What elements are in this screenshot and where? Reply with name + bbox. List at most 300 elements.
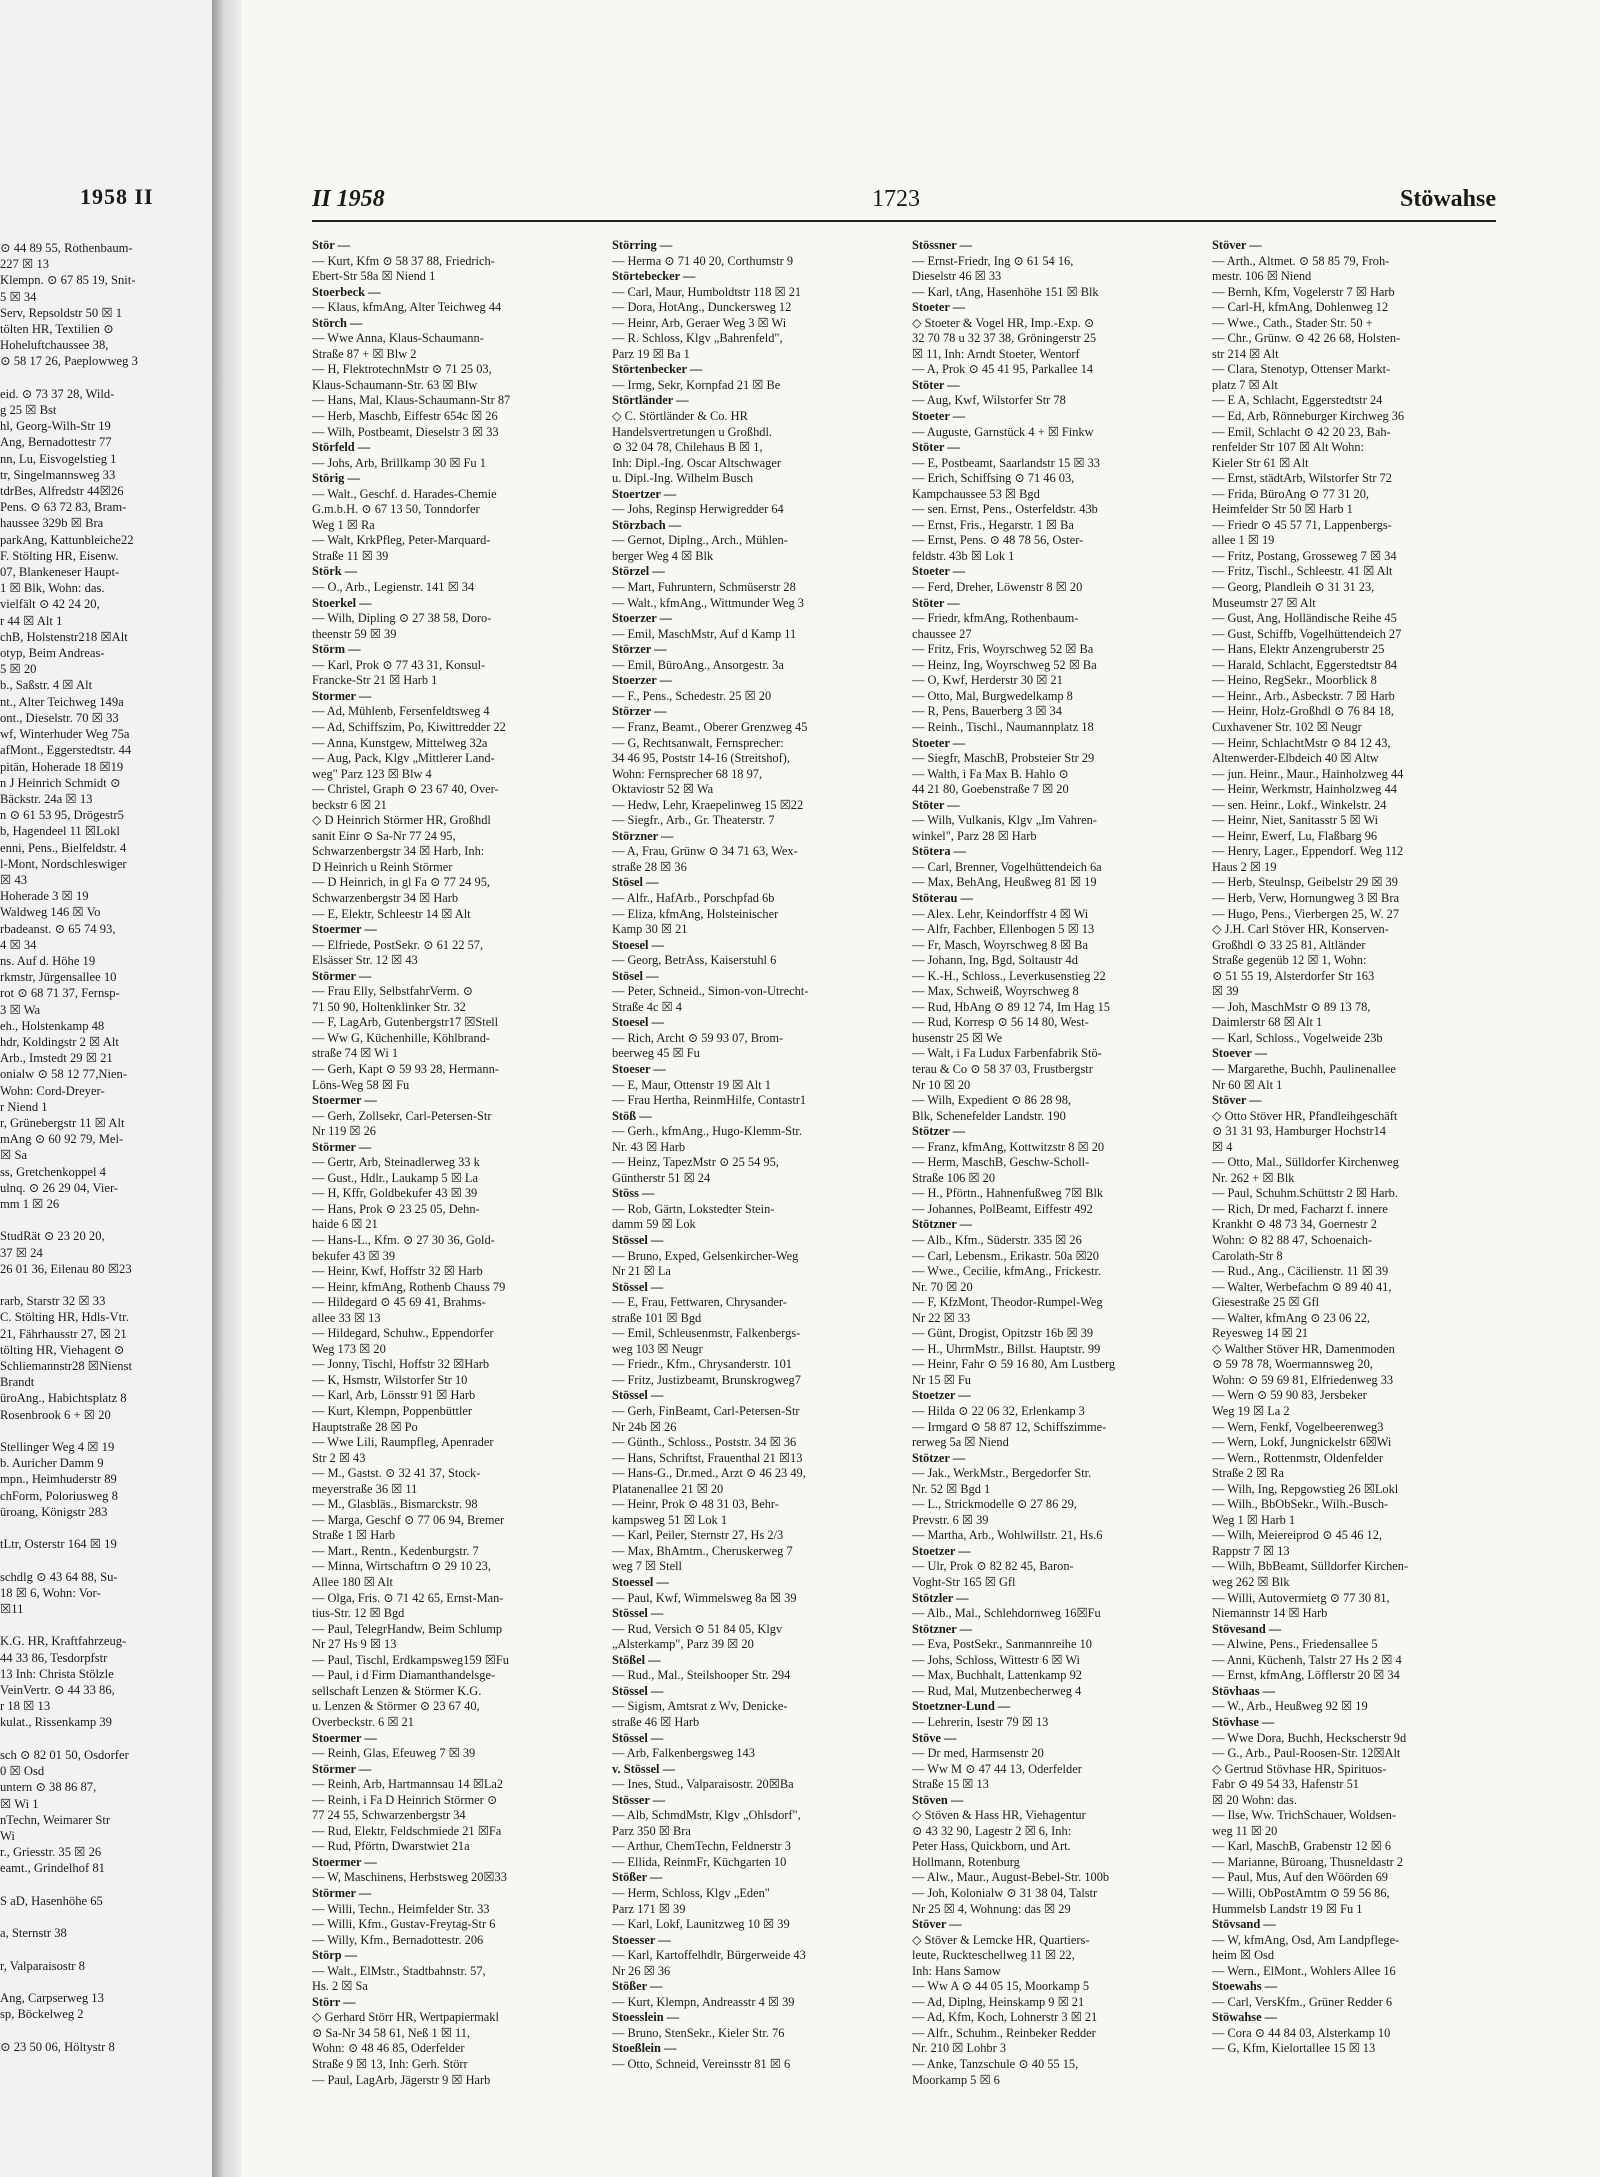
- directory-entry: ☒ 4: [1212, 1139, 1233, 1154]
- directory-surname-heading: Stöter —: [912, 377, 960, 392]
- directory-entry: — Rich, Dr med, Facharzt f. innere: [1212, 1201, 1388, 1216]
- directory-entry: — Jak., WerkMstr., Bergedorfer Str.: [912, 1466, 1092, 1481]
- directory-entry: — Paul, Kwf, Wimmelsweg 8a ☒ 39: [612, 1590, 797, 1605]
- left-page-line: [0, 1941, 200, 1957]
- directory-entry: — W, kfmAng, Osd, Am Landpflege-: [1212, 1932, 1400, 1947]
- left-page-line: ☒11: [0, 1602, 24, 1617]
- left-page-line: Waldweg 146 ☒ Vo: [0, 905, 101, 920]
- directory-surname-heading: Stoermer —: [312, 1093, 377, 1108]
- directory-entry: — Alb, SchmdMstr, Klgv „Ohlsdorf",: [612, 1808, 801, 1823]
- page-header: [312, 186, 1496, 222]
- left-page-line: [0, 1520, 200, 1536]
- directory-entry: — Anna, Kunstgew, Mittelweg 32a: [312, 735, 488, 750]
- left-page-line: nt., Alter Teichweg 149a: [0, 694, 124, 709]
- directory-entry: — E A, Schlacht, Eggerstedtstr 24: [1212, 393, 1383, 408]
- left-page-line: 44 33 86, Tesdorpfstr: [0, 1650, 108, 1665]
- directory-entry: — Olga, Fris. ⊙ 71 42 65, Ernst-Man-: [312, 1590, 504, 1605]
- directory-entry: — Gust, Schiffb, Vogelhüttendeich 27: [1212, 626, 1402, 641]
- directory-entry: — Rud, HbAng ⊙ 89 12 74, Im Hag 15: [912, 999, 1110, 1014]
- left-page-line: ulnq. ⊙ 26 29 04, Vier-: [0, 1180, 119, 1195]
- directory-entry: — Wilh, Vulkanis, Klgv „Im Vahren-: [912, 813, 1097, 828]
- directory-entry: ☒ 11, Inh: Arndt Stoeter, Wentorf: [912, 346, 1080, 361]
- directory-entry: — Gerh, FinBeamt, Carl-Petersen-Str: [612, 1404, 800, 1419]
- directory-entry: — E, Maur, Ottenstr 19 ☒ Alt 1: [612, 1077, 771, 1092]
- left-page-line: ☒ 43: [0, 872, 28, 887]
- directory-entry: — Johs, Reginsp Herwigredder 64: [612, 502, 784, 517]
- directory-entry: — Rud., Ang., Cäcilienstr. 11 ☒ 39: [1212, 1264, 1389, 1279]
- directory-surname-heading: Stoeter —: [912, 564, 966, 579]
- directory-entry: — K, Hsmstr, Wilstorfer Str 10: [312, 1372, 468, 1387]
- directory-entry: — Heinr, Kwf, Hoffstr 32 ☒ Harb: [312, 1264, 483, 1279]
- directory-surname-heading: Stöter —: [912, 440, 960, 455]
- directory-entry: — Rud., Mal., Steilshooper Str. 294: [612, 1668, 791, 1683]
- directory-entry: straße 74 ☒ Wi 1: [312, 1046, 399, 1061]
- directory-entry: — Walt., Geschf. d. Harades-Chemie: [312, 486, 497, 501]
- directory-entry: — Cora ⊙ 44 84 03, Alsterkamp 10: [1212, 2025, 1391, 2040]
- directory-surname-heading: Stöver —: [912, 1917, 962, 1932]
- directory-entry: ⊙ 59 78 78, Woermannsweg 20,: [1212, 1357, 1373, 1372]
- left-page-line: [0, 1552, 200, 1568]
- directory-entry: u. Dipl.-Ing. Wilhelm Busch: [612, 471, 754, 486]
- left-page-line: r., Griesstr. 35 ☒ 26: [0, 1845, 102, 1860]
- left-page-line: eamt., Grindelhof 81: [0, 1861, 105, 1876]
- directory-surname-heading: Störmer —: [312, 968, 372, 983]
- directory-entry: — Wilh, Ing, Repgowstieg 26 ☒Lokl: [1212, 1481, 1399, 1496]
- directory-entry: — Heinr, SchlachtMstr ⊙ 84 12 43,: [1212, 735, 1391, 750]
- directory-entry: — Klaus, kfmAng, Alter Teichweg 44: [312, 300, 502, 315]
- directory-entry: Museumstr 27 ☒ Alt: [1212, 595, 1316, 610]
- left-page-line: hl, Georg-Wilh-Str 19: [0, 419, 111, 434]
- directory-surname-heading: Stoerbeck —: [312, 284, 381, 299]
- directory-entry: — Fritz, Justizbeamt, Brunskrogweg7: [612, 1372, 801, 1387]
- left-page-line: üroang, Königstr 283: [0, 1504, 108, 1519]
- directory-surname-heading: Störzer —: [612, 642, 667, 657]
- directory-surname-heading: Stöter —: [912, 595, 960, 610]
- directory-surname-heading: Stöß —: [612, 1108, 652, 1123]
- left-page-line: pitän, Hoherade 18 ☒19: [0, 759, 124, 774]
- directory-entry: — Kurt, Klempn, Andreasstr 4 ☒ 39: [612, 1994, 795, 2009]
- directory-entry: tius-Str. 12 ☒ Bgd: [312, 1606, 405, 1621]
- directory-entry: — Alb., Mal., Schlehdornweg 16☒Fu: [912, 1606, 1101, 1621]
- directory-entry: leute, Ruckteschellweg 11 ☒ 22,: [912, 1948, 1075, 1963]
- directory-entry: — Alfr., HafArb., Porschpfad 6b: [612, 890, 775, 905]
- directory-entry: — Ad, Schiffszim, Po, Kiwittredder 22: [312, 719, 506, 734]
- left-page-line: [0, 1731, 200, 1747]
- left-page-line: rot ⊙ 68 71 37, Fernsp-: [0, 986, 120, 1001]
- directory-entry: u. Lenzen & Störmer ⊙ 23 67 40,: [312, 1699, 480, 1714]
- left-page-line: rbadeanst. ⊙ 65 74 93,: [0, 921, 116, 936]
- left-page-line: chB, Holstenstr218 ☒Alt: [0, 629, 128, 644]
- directory-entry: — Otto, Mal., Sülldorfer Kirchenweg: [1212, 1155, 1399, 1170]
- directory-entry: — Karl, tAng, Hasenhöhe 151 ☒ Blk: [912, 284, 1099, 299]
- directory-entry: Rappstr 7 ☒ 13: [1212, 1543, 1290, 1558]
- directory-entry: ☒ 20 Wohn: das.: [1212, 1792, 1297, 1807]
- left-page-line: mm 1 ☒ 26: [0, 1196, 60, 1211]
- directory-entry: — Hans, Prok ⊙ 23 25 05, Dehn-: [312, 1201, 480, 1216]
- directory-surname-heading: Stössner —: [912, 238, 973, 252]
- directory-entry: beckstr 6 ☒ 21: [312, 797, 387, 812]
- directory-entry: Nr 119 ☒ 26: [312, 1124, 376, 1139]
- left-page-line: [0, 1909, 200, 1925]
- directory-entry: Löns-Weg 58 ☒ Fu: [312, 1077, 410, 1092]
- directory-entry: — Ernst, Fris., Hegarstr. 1 ☒ Ba: [912, 517, 1074, 532]
- directory-entry: Straße 2 ☒ Ra: [1212, 1466, 1285, 1481]
- left-page-line: tr, Singelmannsweg 33: [0, 467, 116, 482]
- directory-surname-heading: Stoeter —: [912, 300, 966, 315]
- directory-entry: ⊙ 43 32 90, Lagestr 2 ☒ 6, Inh:: [912, 1823, 1072, 1838]
- directory-entry: — Ad, Diplng, Heinskamp 9 ☒ 21: [912, 1994, 1085, 2009]
- directory-entry: — E, Elektr, Schleestr 14 ☒ Alt: [312, 906, 471, 921]
- directory-surname-heading: Stoewahs —: [1212, 1979, 1278, 1994]
- directory-entry: — Anke, Tanzschule ⊙ 40 55 15,: [912, 2056, 1079, 2071]
- directory-entry: — Ilse, Ww. TrichSchauer, Woldsen-: [1212, 1808, 1397, 1823]
- directory-entry: — Johs, Arb, Brillkamp 30 ☒ Fu 1: [312, 455, 486, 470]
- directory-entry: — Carl, Lebensm., Erikastr. 50a ☒20: [912, 1248, 1099, 1263]
- directory-entry: — Gerh., kfmAng., Hugo-Klemm-Str.: [612, 1124, 802, 1139]
- directory-entry: Großhdl ⊙ 33 25 81, Altländer: [1212, 937, 1366, 952]
- directory-entry: Platanenallee 21 ☒ 20: [612, 1481, 724, 1496]
- directory-entry: bekufer 43 ☒ 39: [312, 1248, 396, 1263]
- left-page-line: 26 01 36, Eilenau 80 ☒23: [0, 1261, 132, 1276]
- directory-entry: — Wern., ElMont., Wohlers Allee 16: [1212, 1963, 1396, 1978]
- directory-entry: ⊙ 51 55 19, Alsterdorfer Str 163: [1212, 968, 1375, 983]
- directory-entry: — Alfr, Fachber, Ellenbogen 5 ☒ 13: [912, 922, 1095, 937]
- left-page-line: [0, 1423, 200, 1439]
- left-page-line: r, Valparaisostr 8: [0, 1958, 85, 1973]
- left-page-line: mpn., Heimhuderstr 89: [0, 1472, 117, 1487]
- directory-entry: Straße 1 ☒ Harb: [312, 1528, 396, 1543]
- left-page-line: ⊙ 44 89 55, Rothenbaum-: [0, 241, 133, 255]
- left-page-line: üroAng., Habichtsplatz 8: [0, 1391, 127, 1406]
- directory-entry: allee 1 ☒ 19: [1212, 533, 1275, 548]
- directory-column-1: [312, 238, 596, 2138]
- directory-entry: — Willi, ObPostAmtm ⊙ 59 56 86,: [1212, 1885, 1390, 1900]
- directory-entry: — Heinz, Ing, Woyrschweg 52 ☒ Ba: [912, 657, 1097, 672]
- directory-entry: — Carl, Maur, Humboldtstr 118 ☒ 21: [612, 284, 802, 299]
- directory-entry: — Ernst-Friedr, Ing ⊙ 61 54 16,: [912, 253, 1074, 268]
- directory-entry: — Max, Schweiß, Woyrschweg 8: [912, 984, 1079, 999]
- page-number: 1723: [872, 186, 920, 212]
- directory-surname-heading: Stoeter —: [912, 409, 966, 424]
- directory-surname-heading: Stößel —: [612, 1652, 661, 1667]
- directory-entry: Francke-Str 21 ☒ Harb 1: [312, 673, 438, 688]
- directory-entry: — Hildegard ⊙ 45 69 41, Brahms-: [312, 1295, 486, 1310]
- directory-entry: — G., Arb., Paul-Roosen-Str. 12☒Alt: [1212, 1746, 1401, 1761]
- directory-entry: Straße 4c ☒ 4: [612, 999, 682, 1014]
- directory-entry: — Ernst, Pens. ⊙ 48 78 56, Oster-: [912, 533, 1084, 548]
- directory-entry: Klaus-Schaumann-Str. 63 ☒ Blw: [312, 377, 478, 392]
- directory-entry: — Reinh, Arb, Hartmannsau 14 ☒La2: [312, 1777, 504, 1792]
- directory-entry: — Bruno, Exped, Gelsenkircher-Weg: [612, 1248, 799, 1263]
- left-page-line: Brandt: [0, 1375, 35, 1390]
- directory-entry: Weg 1 ☒ Ra: [312, 517, 375, 532]
- directory-entry: Schwarzenbergstr 34 ☒ Harb, Inh:: [312, 844, 485, 859]
- directory-entry: Moorkamp 5 ☒ 6: [912, 2072, 1000, 2087]
- directory-entry: — Hugo, Pens., Vierbergen 25, W. 27: [1212, 906, 1400, 921]
- directory-surname-heading: Stoetzner-Lund —: [912, 1699, 1011, 1714]
- directory-surname-heading: Störzer —: [612, 704, 667, 719]
- directory-surname-heading: Stössel —: [612, 1279, 664, 1294]
- directory-surname-heading: Stövhaas —: [1212, 1683, 1275, 1698]
- left-page-line: [0, 1277, 200, 1293]
- directory-surname-heading: Stoetzer —: [912, 1388, 971, 1403]
- directory-entry: — Alfr., Schuhm., Reinbeker Redder: [912, 2025, 1096, 2040]
- directory-entry: — Willi, Techn., Heimfelder Str. 33: [312, 1901, 490, 1916]
- directory-entry: — Walt, i Fa Ludux Farbenfabrik Stö-: [912, 1046, 1102, 1061]
- directory-entry: Nr 10 ☒ 20: [912, 1077, 971, 1092]
- left-page-line: Pens. ⊙ 63 72 83, Bram-: [0, 500, 127, 515]
- directory-entry: Inh: Hans Samow: [912, 1963, 1001, 1978]
- left-page-line: r Niend 1: [0, 1099, 48, 1114]
- directory-entry: — Wilh, Expedient ⊙ 86 28 98,: [912, 1093, 1072, 1108]
- directory-surname-heading: Stoermer —: [312, 922, 377, 937]
- directory-entry: Straße gegenüb 12 ☒ 1, Wohn:: [1212, 953, 1367, 968]
- directory-entry: — Rud, Pförtn, Dwarstwiet 21a: [312, 1839, 470, 1854]
- directory-entry: 32 70 78 u 32 37 38, Gröningerstr 25: [912, 331, 1097, 346]
- directory-entry: — Johs, Schloss, Wittestr 6 ☒ Wi: [912, 1652, 1080, 1667]
- directory-surname-heading: Stössel —: [612, 1730, 664, 1745]
- directory-surname-heading: Stoessel —: [612, 1575, 669, 1590]
- directory-entry: — Harald, Schlacht, Eggerstedtstr 84: [1212, 657, 1398, 672]
- left-page-line: C. Stölting HR, Hdls-Vtr.: [0, 1310, 129, 1325]
- directory-entry: Straße 87 + ☒ Blw 2: [312, 346, 417, 361]
- left-page-line: schdlg ⊙ 43 64 88, Su-: [0, 1569, 118, 1584]
- directory-surname-heading: Stösser —: [612, 1792, 666, 1807]
- directory-entry: — Gust., Hdlr., Laukamp 5 ☒ La: [312, 1170, 478, 1185]
- directory-entry: str 214 ☒ Alt: [1212, 346, 1279, 361]
- directory-entry: — Walter, kfmAng ⊙ 23 06 22,: [1212, 1310, 1371, 1325]
- directory-entry: — Heinr, kfmAng, Rothenb Chauss 79: [312, 1279, 506, 1294]
- directory-entry: Niemannstr 14 ☒ Harb: [1212, 1606, 1328, 1621]
- left-page-line: 18 ☒ 6, Wohn: Vor-: [0, 1585, 101, 1600]
- directory-surname-heading: Stoetzer —: [912, 1543, 971, 1558]
- left-page-line: tölting HR, Viehagent ⊙: [0, 1342, 125, 1357]
- directory-entry: Kieler Str 61 ☒ Alt: [1212, 455, 1309, 470]
- directory-entry: weg 7 ☒ Stell: [612, 1559, 682, 1574]
- directory-entry: — A, Prok ⊙ 45 41 95, Parkallee 14: [912, 362, 1094, 377]
- directory-entry: — Mart, Fuhruntern, Schmüserstr 28: [612, 580, 796, 595]
- directory-entry: sanit Einr ⊙ Sa-Nr 77 24 95,: [312, 828, 456, 843]
- directory-entry: — Auguste, Garnstück 4 + ☒ Finkw: [912, 424, 1094, 439]
- directory-entry: — Bruno, StenSekr., Kieler Str. 76: [612, 2025, 785, 2040]
- directory-entry: Parz 350 ☒ Bra: [612, 1823, 691, 1838]
- directory-entry: ⊙ 32 04 78, Chilehaus B ☒ 1,: [612, 440, 763, 455]
- directory-surname-heading: Stoertzer —: [612, 486, 677, 501]
- directory-surname-heading: Stössel —: [612, 1606, 664, 1621]
- directory-entry: straße 28 ☒ 36: [612, 859, 687, 874]
- left-page-line: g 25 ☒ Bst: [0, 403, 57, 418]
- directory-entry: — Karl, Peiler, Sternstr 27, Hs 2/3: [612, 1528, 784, 1543]
- left-page-line: kulat., Rissenkamp 39: [0, 1715, 112, 1730]
- directory-entry: Dieselstr 46 ☒ 33: [912, 269, 1002, 284]
- directory-entry: — Fritz, Fris, Woyrschweg 52 ☒ Ba: [912, 642, 1094, 657]
- directory-surname-heading: Störmer —: [312, 1761, 372, 1776]
- directory-surname-heading: ◇ J.H. Carl Stöver HR, Konserven-: [1212, 922, 1389, 937]
- directory-entry: Cuxhavener Str. 102 ☒ Neugr: [1212, 719, 1362, 734]
- directory-entry: — R, Pens, Bauerberg 3 ☒ 34: [912, 704, 1062, 719]
- directory-entry: Overbeckstr. 6 ☒ 21: [312, 1714, 414, 1729]
- directory-entry: straße 46 ☒ Harb: [612, 1714, 700, 1729]
- directory-entry: „Alsterkamp", Parz 39 ☒ 20: [612, 1637, 754, 1652]
- directory-entry: — Margarethe, Buchh, Paulinenallee: [1212, 1061, 1396, 1076]
- left-page-line: ss, Gretchenkoppel 4: [0, 1164, 106, 1179]
- directory-surname-heading: Stövesand —: [1212, 1621, 1282, 1636]
- directory-entry: Wohn: Fernsprecher 68 18 97,: [612, 766, 763, 781]
- directory-entry: Nr 21 ☒ La: [612, 1264, 671, 1279]
- directory-entry: Str 2 ☒ 43: [312, 1450, 366, 1465]
- directory-surname-heading: Stöterau —: [912, 890, 973, 905]
- directory-surname-heading: Stöve —: [912, 1730, 957, 1745]
- directory-entry: — A, Frau, Grünw ⊙ 34 71 63, Wex-: [612, 844, 798, 859]
- left-page-line: [0, 1212, 200, 1228]
- directory-entry: — M., Gastst. ⊙ 32 41 37, Stock-: [312, 1466, 481, 1481]
- directory-entry: Voght-Str 165 ☒ Gfl: [912, 1575, 1016, 1590]
- directory-entry: — Emil, Schleusenmstr, Falkenbergs-: [612, 1326, 801, 1341]
- left-page-line: 21, Fährhausstr 27, ☒ 21: [0, 1326, 127, 1341]
- directory-entry: 77 24 55, Schwarzenbergstr 34: [312, 1808, 466, 1823]
- directory-entry: — W., Arb., Heußweg 92 ☒ 19: [1212, 1699, 1368, 1714]
- directory-surname-heading: ◇ Stöven & Hass HR, Viehagentur: [912, 1808, 1086, 1823]
- directory-entry: heim ☒ Osd: [1212, 1948, 1275, 1963]
- left-page-line: l-Mont, Nordschleswiger: [0, 856, 127, 871]
- directory-entry: — sen. Ernst, Pens., Osterfeldstr. 43b: [912, 502, 1098, 517]
- directory-surname-heading: Störzbach —: [612, 517, 682, 532]
- directory-entry: — Anni, Küchenh, Talstr 27 Hs 2 ☒ 4: [1212, 1652, 1402, 1667]
- directory-surname-heading: ◇ Stoeter & Vogel HR, Imp.-Exp. ⊙: [912, 315, 1095, 330]
- directory-entry: — Ww A ⊙ 44 05 15, Moorkamp 5: [912, 1979, 1090, 1994]
- directory-entry: platz 7 ☒ Alt: [1212, 377, 1278, 392]
- directory-entry: — Paul, Mus, Auf den Wöörden 69: [1212, 1870, 1388, 1885]
- directory-surname-heading: Störr —: [312, 1994, 356, 2009]
- left-page-line: b., Saßstr. 4 ☒ Alt: [0, 678, 93, 693]
- directory-entry: Giesestraße 25 ☒ Gfl: [1212, 1295, 1320, 1310]
- directory-surname-heading: Stoermer —: [312, 1730, 377, 1745]
- directory-entry: Nr 26 ☒ 36: [612, 1963, 671, 1978]
- directory-entry: — Ulr, Prok ⊙ 82 82 45, Baron-: [912, 1559, 1074, 1574]
- directory-surname-heading: Stör —: [312, 238, 350, 252]
- directory-entry: — Reinh., Tischl., Naumannplatz 18: [912, 719, 1094, 734]
- directory-entry: Heimfelder Str 50 ☒ Harb 1: [1212, 502, 1353, 517]
- directory-entry: — Joh, Kolonialw ⊙ 31 38 04, Talstr: [912, 1885, 1098, 1900]
- left-page-line: Serv, Repsoldstr 50 ☒ 1: [0, 305, 123, 320]
- directory-surname-heading: Stößer —: [612, 1870, 663, 1885]
- directory-entry: Carolath-Str 8: [1212, 1248, 1283, 1263]
- directory-entry: — Wwe., Cath., Stader Str. 50 +: [1212, 315, 1373, 330]
- directory-entry: Oktaviostr 52 ☒ Wa: [612, 782, 714, 797]
- directory-entry: — Emil, Schlacht ⊙ 42 20 23, Bah-: [1212, 424, 1391, 439]
- directory-entry: — Jonny, Tischl, Hoffstr 32 ☒Harb: [312, 1357, 490, 1372]
- directory-entry: — Rud, Mal, Mutzenbecherweg 4: [912, 1683, 1082, 1698]
- directory-surname-heading: Stöven —: [912, 1792, 964, 1807]
- page-header-keyword: Stöwahse: [1399, 186, 1496, 212]
- directory-column-2: [612, 238, 896, 2138]
- directory-surname-heading: Stoeter —: [912, 735, 966, 750]
- directory-page: [242, 0, 1600, 2177]
- directory-entry: — Mart., Rentn., Kedenburgstr. 7: [312, 1543, 479, 1558]
- directory-entry: — Franz, kfmAng, Kottwitzstr 8 ☒ 20: [912, 1139, 1105, 1154]
- directory-entry: — Wilh, Dipling ⊙ 27 38 58, Doro-: [312, 611, 492, 626]
- directory-entry: — Marianne, Büroang, Thusneldastr 2: [1212, 1854, 1404, 1869]
- directory-entry: — Wilh, BbBeamt, Sülldorfer Kirchen-: [1212, 1559, 1409, 1574]
- directory-surname-heading: Störring —: [612, 238, 673, 252]
- left-page-line: wf, Winterhuder Weg 75a: [0, 727, 130, 742]
- directory-surname-heading: Stoerzer —: [612, 611, 672, 626]
- left-page-line: 3 ☒ Wa: [0, 1002, 41, 1017]
- directory-entry: — L., Strickmodelle ⊙ 27 86 29,: [912, 1497, 1077, 1512]
- left-page-line: 0 ☒ Osd: [0, 1764, 45, 1779]
- directory-entry: — Herma ⊙ 71 40 20, Corthumstr 9: [612, 253, 794, 268]
- directory-entry: — H., Pförtn., Hahnenfußweg 7☒ Blk: [912, 1186, 1104, 1201]
- directory-entry: husenstr 25 ☒ We: [912, 1030, 1003, 1045]
- directory-entry: — Paul, Tischl, Erdkampsweg159 ☒Fu: [312, 1652, 509, 1667]
- left-page-line: rarb, Starstr 32 ☒ 33: [0, 1294, 106, 1309]
- directory-surname-heading: Stössel —: [612, 1388, 664, 1403]
- directory-entry: — Arthur, ChemTechn, Feldnerstr 3: [612, 1839, 791, 1854]
- directory-entry: — Heinr, Niet, Sanitasstr 5 ☒ Wi: [1212, 813, 1379, 828]
- directory-entry: — Ww G, Küchenhille, Köhlbrand-: [312, 1030, 491, 1045]
- directory-entry: — Irmg, Sekr, Kornpfad 21 ☒ Be: [612, 377, 781, 392]
- left-page-line: [0, 2022, 200, 2038]
- directory-entry: — Ines, Stud., Valparaisostr. 20☒Ba: [612, 1777, 794, 1792]
- left-page-line: 5 ☒ 20: [0, 662, 37, 677]
- directory-entry: — E, Postbeamt, Saarlandstr 15 ☒ 33: [912, 455, 1100, 470]
- directory-entry: — H., UhrmMstr., Billst. Hauptstr. 99: [912, 1341, 1101, 1356]
- left-page-line: ns. Auf d. Höhe 19: [0, 953, 96, 968]
- left-page-line: 37 ☒ 24: [0, 1245, 43, 1260]
- directory-surname-heading: ◇ C. Störtländer & Co. HR: [612, 409, 748, 424]
- directory-entry: 44 21 80, Goebenstraße 7 ☒ 20: [912, 782, 1069, 797]
- directory-entry: — Herm, Schloss, Klgv „Eden": [612, 1885, 770, 1900]
- directory-entry: — Ellida, ReinmFr, Küchgarten 10: [612, 1854, 787, 1869]
- directory-entry: — Fritz, Tischl., Schleestr. 41 ☒ Alt: [1212, 564, 1393, 579]
- left-page-line: untern ⊙ 38 86 87,: [0, 1780, 97, 1795]
- directory-surname-heading: Stoesel —: [612, 937, 664, 952]
- directory-entry: — Heinr, Prok ⊙ 48 31 03, Behr-: [612, 1497, 779, 1512]
- directory-entry: — K.-H., Schloss., Leverkusenstieg 22: [912, 968, 1106, 983]
- left-page-line: Stellinger Weg 4 ☒ 19: [0, 1440, 115, 1455]
- directory-entry: — Kurt, Klempn, Poppenbüttler: [312, 1404, 473, 1419]
- left-page-line: ☒ Sa: [0, 1148, 28, 1163]
- directory-entry: — Frau Elly, SelbstfahrVerm. ⊙: [312, 984, 473, 999]
- directory-entry: — Gust, Ang, Holländische Reihe 45: [1212, 611, 1397, 626]
- directory-entry: — Max, BhAmtm., Cheruskerweg 7: [612, 1543, 793, 1558]
- directory-entry: — Herm, MaschB, Geschw-Scholl-: [912, 1155, 1090, 1170]
- directory-entry: — E, Frau, Fettwaren, Chrysander-: [612, 1295, 787, 1310]
- directory-entry: — Peter, Schneid., Simon-von-Utrecht-: [612, 984, 809, 999]
- directory-entry: Allee 180 ☒ Alt: [312, 1575, 393, 1590]
- left-page-line: VeinVertr. ⊙ 44 33 86,: [0, 1683, 115, 1698]
- directory-entry: Altenwerder-Elbdeich 40 ☒ Altw: [1212, 751, 1379, 766]
- directory-entry: — Siegfr., Arb., Gr. Theaterstr. 7: [612, 813, 775, 828]
- directory-entry: Weg 19 ☒ La 2: [1212, 1404, 1290, 1419]
- directory-column-4: [1212, 238, 1496, 2138]
- left-page-line: Ang, Carpserweg 13: [0, 1990, 104, 2005]
- directory-entry: — Henry, Lager., Eppendorf. Weg 112: [1212, 844, 1404, 859]
- left-page-line: tdrBes, Alfredstr 44☒26: [0, 484, 124, 499]
- directory-entry: — Georg, Plandleih ⊙ 31 31 23,: [1212, 580, 1375, 595]
- directory-entry: Hollmann, Rotenburg: [912, 1854, 1020, 1869]
- directory-entry: Wohn: ⊙ 48 46 85, Oderfelder: [312, 2041, 465, 2056]
- directory-surname-heading: Stötzer —: [912, 1124, 966, 1139]
- left-page-line: 4 ☒ 34: [0, 937, 37, 952]
- directory-surname-heading: Stösel —: [612, 875, 659, 890]
- directory-entry: beerweg 45 ☒ Fu: [612, 1046, 700, 1061]
- directory-entry: Krankht ⊙ 48 73 34, Goernestr 2: [1212, 1217, 1377, 1232]
- directory-entry: — Herb, Verw, Hornungweg 3 ☒ Bra: [1212, 890, 1399, 905]
- directory-entry: Nr 27 Hs 9 ☒ 13: [312, 1637, 397, 1652]
- directory-entry: rerweg 5a ☒ Niend: [912, 1435, 1009, 1450]
- directory-entry: — Paul, LagArb, Jägerstr 9 ☒ Harb: [312, 2072, 491, 2087]
